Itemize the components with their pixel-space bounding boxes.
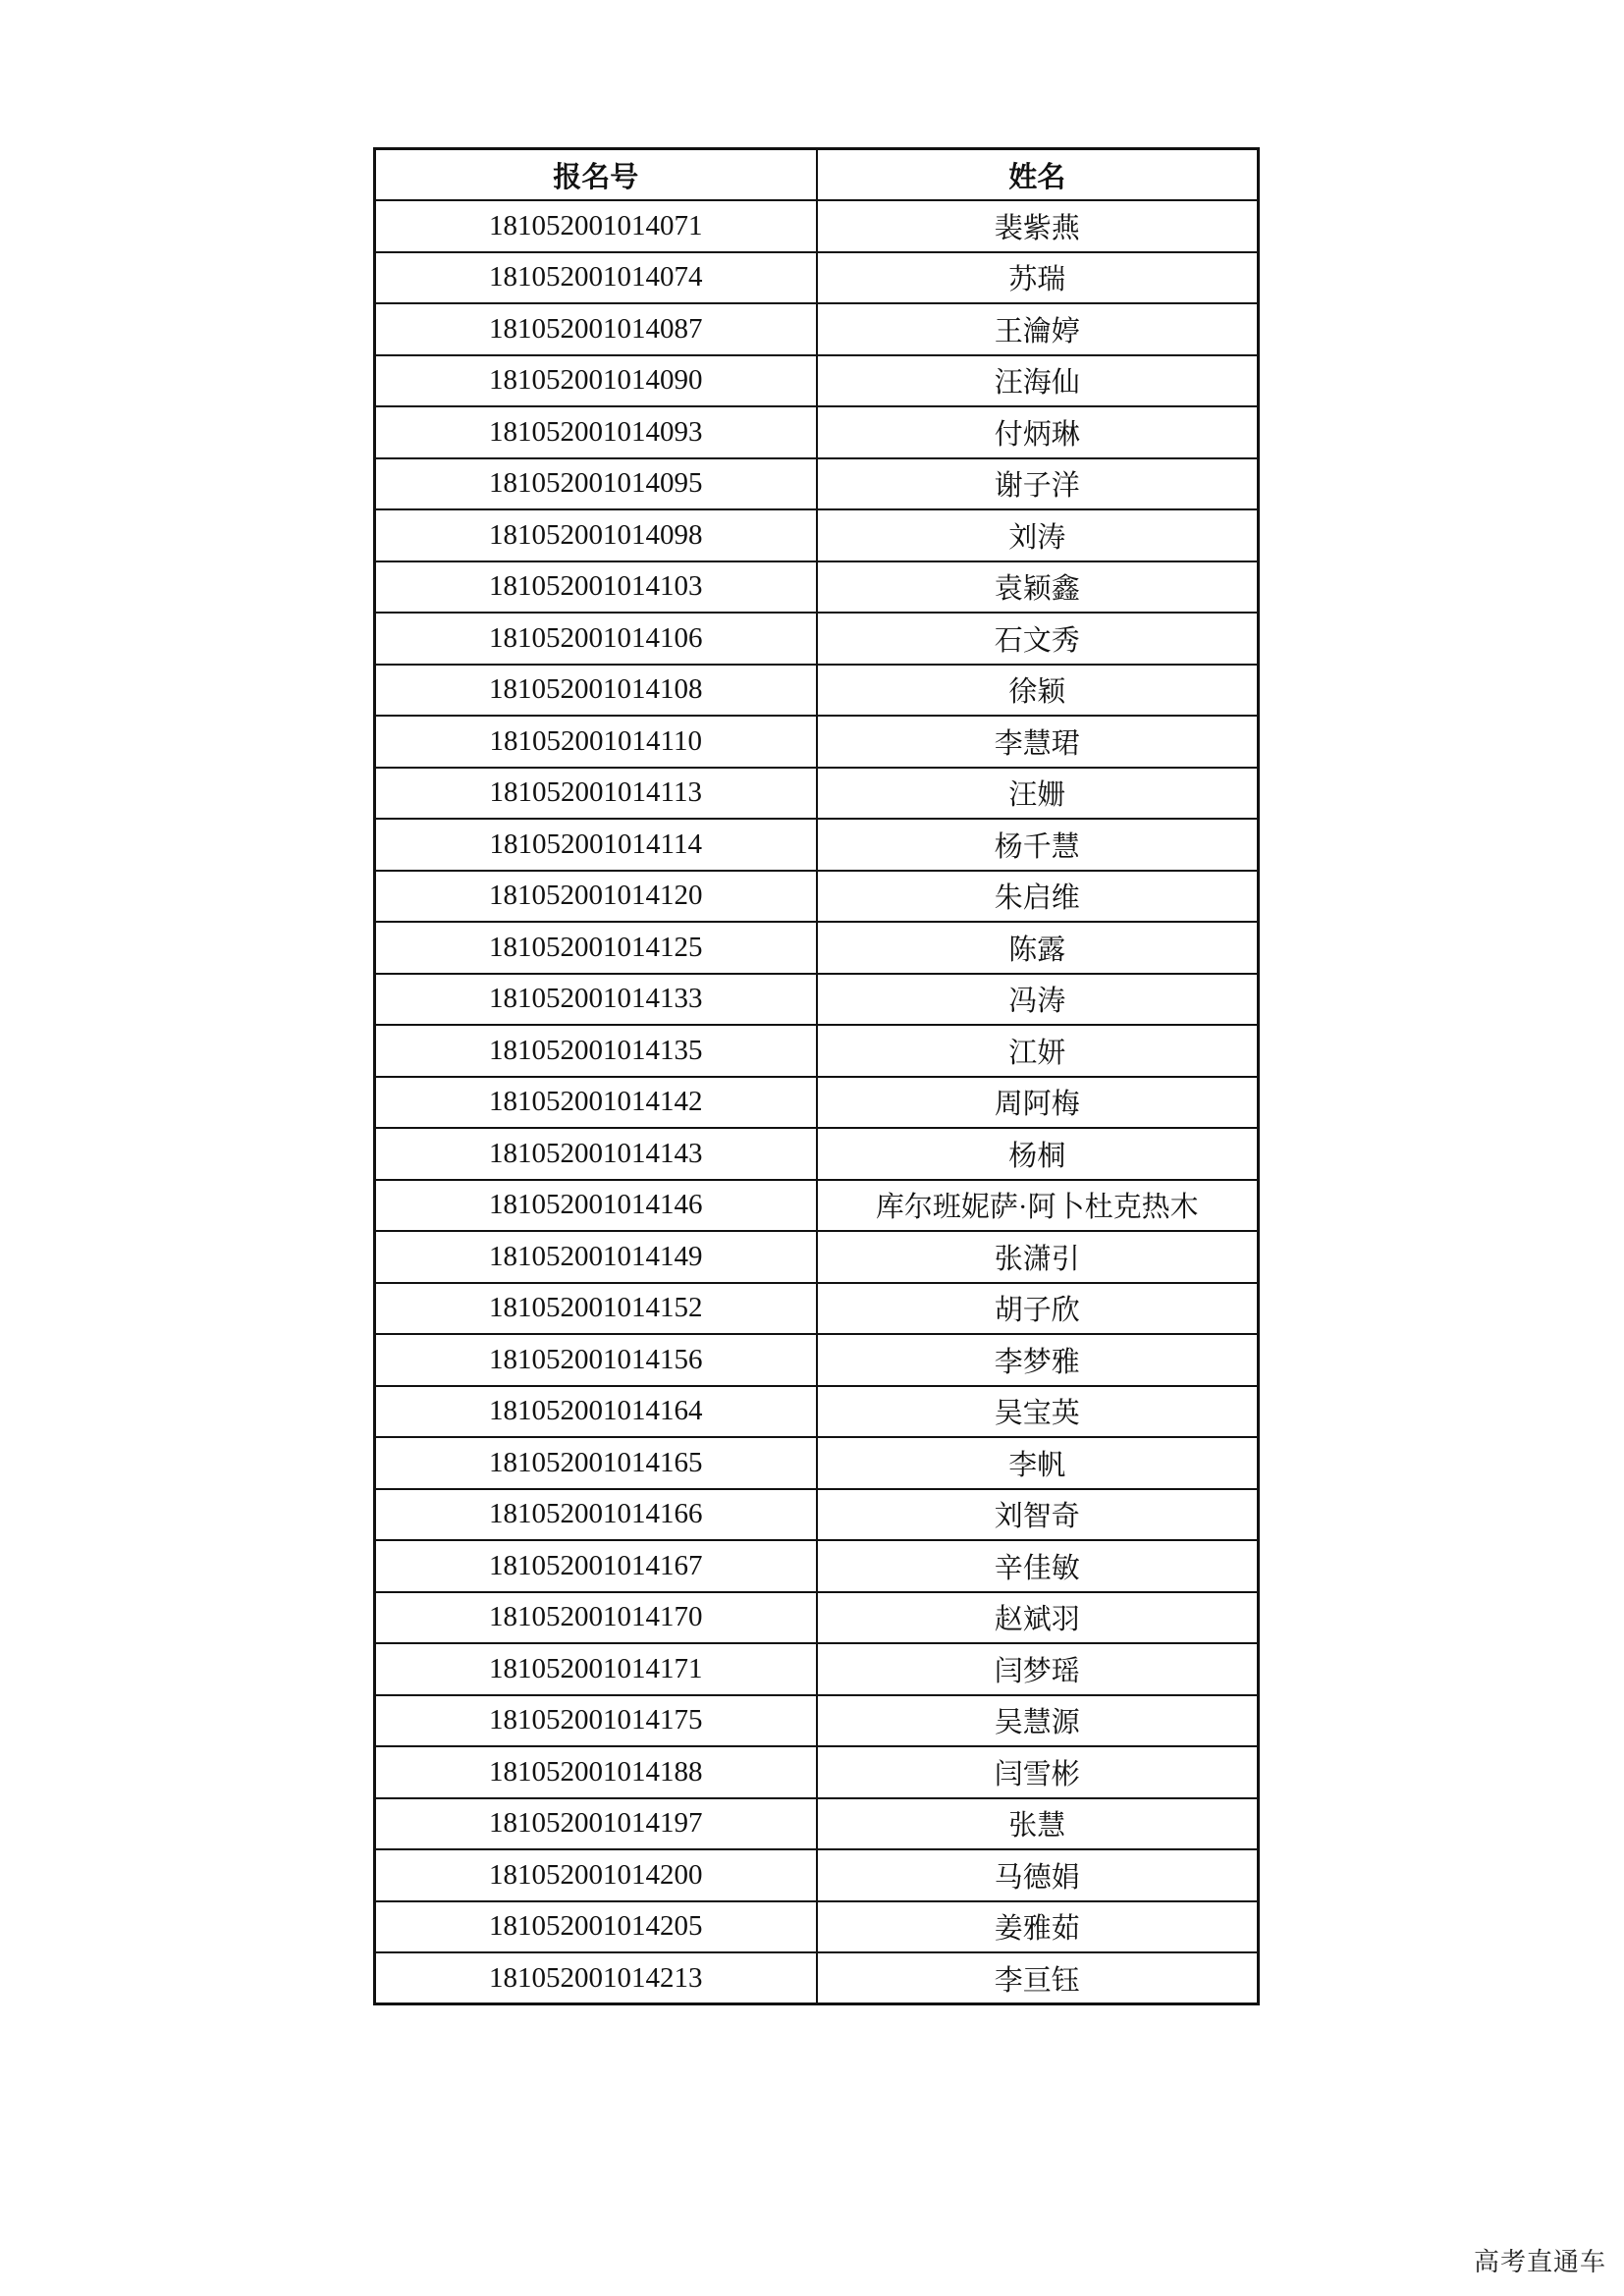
registration-number-cell: 181052001014167 xyxy=(375,1540,817,1592)
table-row xyxy=(375,871,1259,923)
table-row xyxy=(375,768,1259,820)
table-row xyxy=(375,613,1259,665)
name-cell: 姜雅茹 xyxy=(817,1901,1259,1953)
watermark-text: 高考直通车 xyxy=(1473,2248,1606,2277)
registration-number-cell: 181052001014103 xyxy=(375,561,817,614)
registration-number-cell: 181052001014090 xyxy=(375,355,817,407)
header-name: 姓名 xyxy=(817,149,1259,201)
table-row xyxy=(375,1489,1259,1541)
table-row xyxy=(375,1695,1259,1747)
table-row xyxy=(375,509,1259,561)
table-row xyxy=(375,1283,1259,1335)
name-cell: 李帆 xyxy=(817,1437,1259,1489)
table-row xyxy=(375,1643,1259,1695)
name-cell: 胡子欣 xyxy=(817,1283,1259,1335)
table-body xyxy=(375,200,1259,2004)
registration-number-cell: 181052001014200 xyxy=(375,1849,817,1901)
name-cell: 冯涛 xyxy=(817,974,1259,1026)
registration-number-cell: 181052001014165 xyxy=(375,1437,817,1489)
table-row xyxy=(375,1025,1259,1077)
registration-number-cell: 181052001014087 xyxy=(375,303,817,355)
name-cell: 石文秀 xyxy=(817,613,1259,665)
registration-number-cell: 181052001014098 xyxy=(375,509,817,561)
name-cell: 杨千慧 xyxy=(817,819,1259,871)
registration-number-cell: 181052001014213 xyxy=(375,1952,817,2004)
name-cell: 朱启维 xyxy=(817,871,1259,923)
table-row xyxy=(375,1128,1259,1180)
name-cell: 李梦雅 xyxy=(817,1334,1259,1386)
table-row xyxy=(375,1849,1259,1901)
name-cell: 张慧 xyxy=(817,1798,1259,1850)
table-row xyxy=(375,406,1259,458)
table-row xyxy=(375,1952,1259,2004)
registration-number-cell: 181052001014142 xyxy=(375,1077,817,1129)
table-row xyxy=(375,303,1259,355)
table-row xyxy=(375,1437,1259,1489)
registration-number-cell: 181052001014113 xyxy=(375,768,817,820)
registration-number-cell: 181052001014120 xyxy=(375,871,817,923)
table-row xyxy=(375,561,1259,614)
registration-number-cell: 181052001014152 xyxy=(375,1283,817,1335)
table-row xyxy=(375,1746,1259,1798)
name-cell: 辛佳敏 xyxy=(817,1540,1259,1592)
name-cell: 袁颖鑫 xyxy=(817,561,1259,614)
name-cell: 马德娟 xyxy=(817,1849,1259,1901)
table-row xyxy=(375,1077,1259,1129)
registration-number-cell: 181052001014171 xyxy=(375,1643,817,1695)
name-cell: 江妍 xyxy=(817,1025,1259,1077)
name-cell: 李慧珺 xyxy=(817,716,1259,768)
registration-number-cell: 181052001014135 xyxy=(375,1025,817,1077)
name-cell: 裴紫燕 xyxy=(817,200,1259,252)
table-row xyxy=(375,1901,1259,1953)
table-row xyxy=(375,1540,1259,1592)
table-row xyxy=(375,922,1259,974)
applicant-table xyxy=(373,147,1260,2005)
name-cell: 张潇引 xyxy=(817,1231,1259,1283)
table-row xyxy=(375,665,1259,717)
table-row xyxy=(375,819,1259,871)
registration-number-cell: 181052001014074 xyxy=(375,252,817,304)
registration-number-cell: 181052001014133 xyxy=(375,974,817,1026)
name-cell: 汪海仙 xyxy=(817,355,1259,407)
table-row xyxy=(375,716,1259,768)
registration-number-cell: 181052001014166 xyxy=(375,1489,817,1541)
registration-number-cell: 181052001014149 xyxy=(375,1231,817,1283)
name-cell: 谢子洋 xyxy=(817,458,1259,510)
name-cell: 库尔班妮萨·阿卜杜克热木 xyxy=(817,1180,1259,1232)
registration-number-cell: 181052001014114 xyxy=(375,819,817,871)
name-cell: 刘智奇 xyxy=(817,1489,1259,1541)
name-cell: 李亘钰 xyxy=(817,1952,1259,2004)
name-cell: 闫雪彬 xyxy=(817,1746,1259,1798)
table-row xyxy=(375,974,1259,1026)
registration-number-cell: 181052001014143 xyxy=(375,1128,817,1180)
table-row xyxy=(375,1231,1259,1283)
table-row xyxy=(375,252,1259,304)
registration-number-cell: 181052001014197 xyxy=(375,1798,817,1850)
registration-number-cell: 181052001014106 xyxy=(375,613,817,665)
registration-number-cell: 181052001014110 xyxy=(375,716,817,768)
name-cell: 苏瑞 xyxy=(817,252,1259,304)
name-cell: 吴宝英 xyxy=(817,1386,1259,1438)
table-row xyxy=(375,1592,1259,1644)
table-row xyxy=(375,458,1259,510)
name-cell: 徐颖 xyxy=(817,665,1259,717)
name-cell: 刘涛 xyxy=(817,509,1259,561)
registration-number-cell: 181052001014205 xyxy=(375,1901,817,1953)
registration-number-cell: 181052001014095 xyxy=(375,458,817,510)
name-cell: 王瀹婷 xyxy=(817,303,1259,355)
name-cell: 付炳琳 xyxy=(817,406,1259,458)
name-cell: 闫梦瑶 xyxy=(817,1643,1259,1695)
registration-number-cell: 181052001014175 xyxy=(375,1695,817,1747)
table-header-row xyxy=(375,149,1259,201)
name-cell: 周阿梅 xyxy=(817,1077,1259,1129)
registration-number-cell: 181052001014093 xyxy=(375,406,817,458)
registration-number-cell: 181052001014164 xyxy=(375,1386,817,1438)
table-row xyxy=(375,1334,1259,1386)
table-row xyxy=(375,1798,1259,1850)
header-registration-number: 报名号 xyxy=(375,149,817,201)
registration-number-cell: 181052001014108 xyxy=(375,665,817,717)
table-row xyxy=(375,1386,1259,1438)
table-row xyxy=(375,1180,1259,1232)
registration-number-cell: 181052001014071 xyxy=(375,200,817,252)
name-cell: 吴慧源 xyxy=(817,1695,1259,1747)
table-row xyxy=(375,200,1259,252)
registration-number-cell: 181052001014125 xyxy=(375,922,817,974)
registration-number-cell: 181052001014156 xyxy=(375,1334,817,1386)
name-cell: 陈露 xyxy=(817,922,1259,974)
registration-number-cell: 181052001014146 xyxy=(375,1180,817,1232)
table-row xyxy=(375,355,1259,407)
name-cell: 汪姗 xyxy=(817,768,1259,820)
registration-number-cell: 181052001014170 xyxy=(375,1592,817,1644)
name-cell: 杨桐 xyxy=(817,1128,1259,1180)
name-cell: 赵斌羽 xyxy=(817,1592,1259,1644)
registration-number-cell: 181052001014188 xyxy=(375,1746,817,1798)
